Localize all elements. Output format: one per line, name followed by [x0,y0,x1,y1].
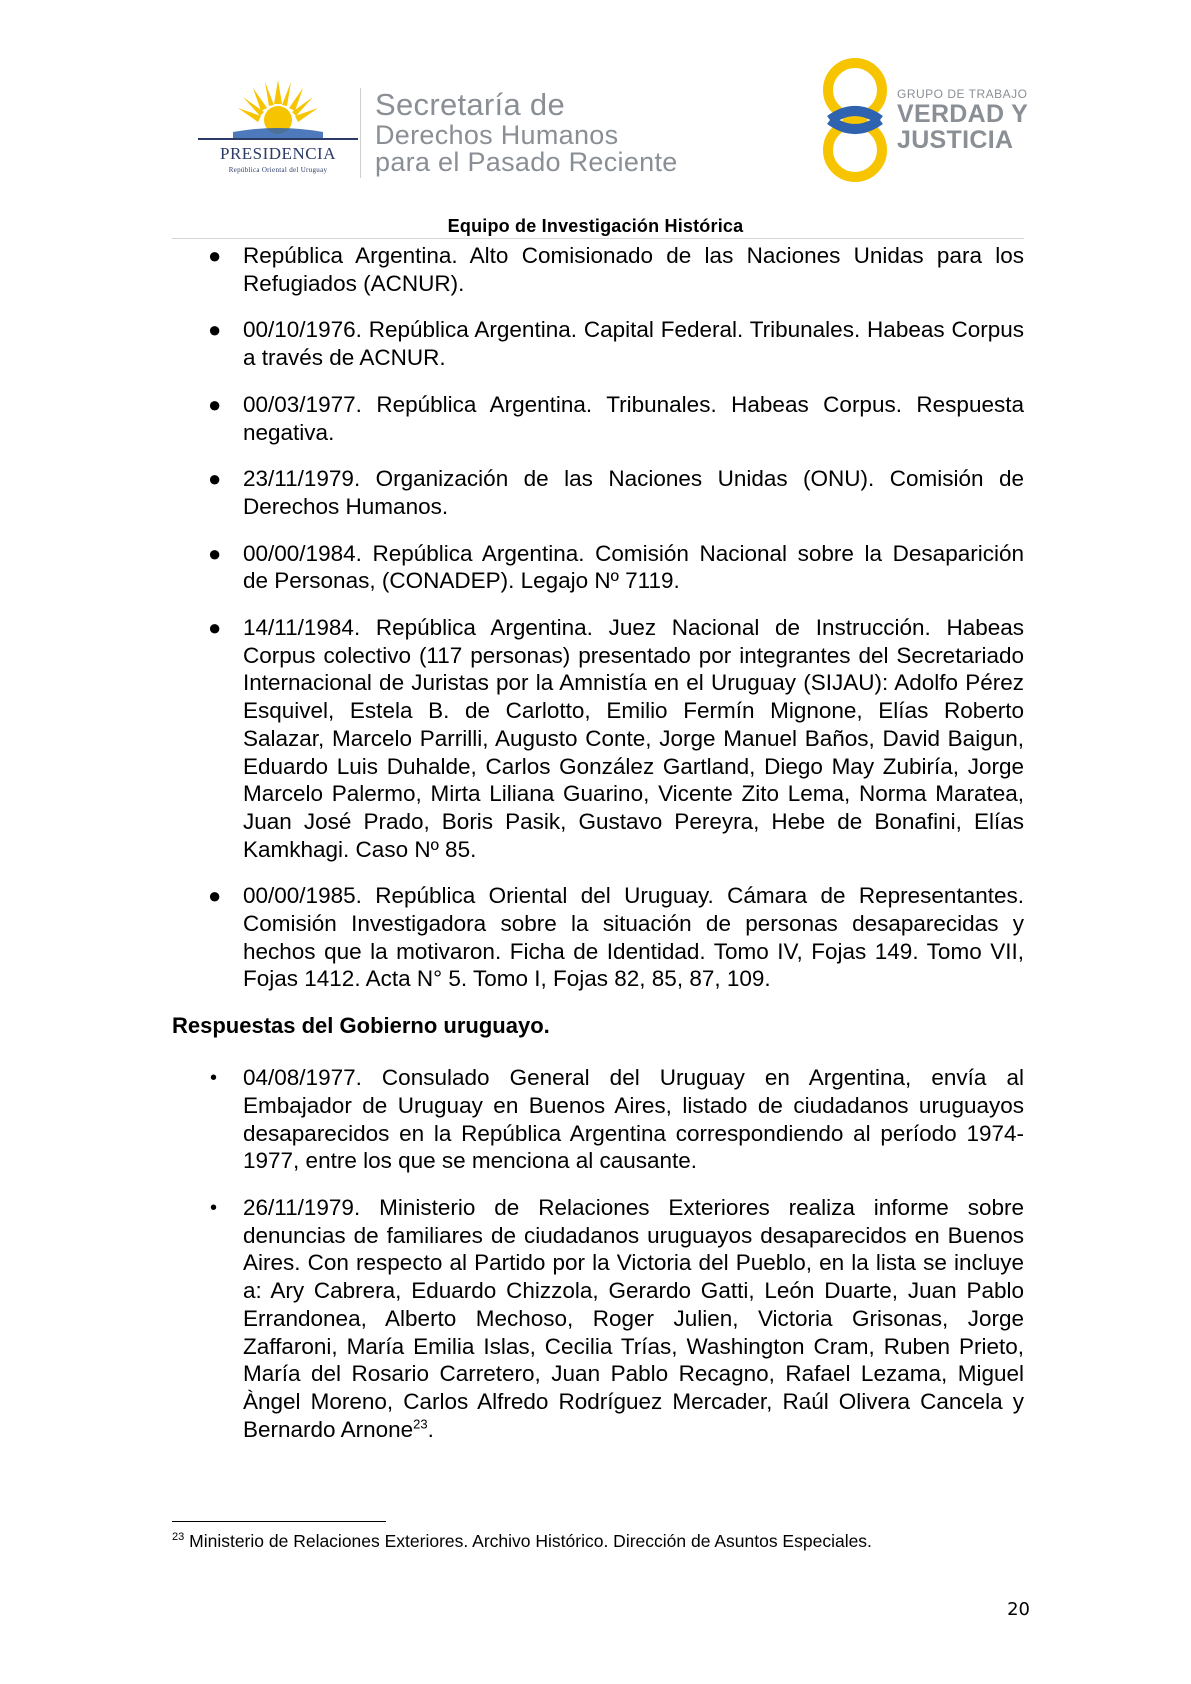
footnote-text: Ministerio de Relaciones Exteriores. Archivo Histórico. Dirección de Asuntos Especiales. [189,1531,872,1551]
list-item [172,316,1024,371]
footnote-reference[interactable]: 23 [413,1416,428,1432]
footnote-number: 23 [172,1531,185,1544]
footnote [172,1530,1032,1552]
bullet-icon: ● [208,317,222,343]
presidencia-subtitle: República Oriental del Uruguay [228,166,328,174]
bullet-icon: ● [208,243,222,268]
list-item-text: 23/11/1979. Organización de las Naciones Unidas (ONU). Comisión de Derechos Humanos. [243,466,1024,519]
grupo-line-2: VERDAD Y [897,100,1029,128]
list-item-text: 00/03/1977. República Argentina. Tribunales. Habeas Corpus. Respuesta negativa. [243,391,1024,445]
list-item [172,540,1024,595]
bullet-icon: ● [208,466,222,492]
bullet-icon: ● [208,540,222,566]
team-title: Equipo de Investigación Histórica [447,216,744,236]
bullet-icon: • [210,1067,218,1090]
list-item [172,1064,1024,1175]
list-item [172,614,1024,863]
response-text: 26/11/1979. Ministerio de Relaciones Exteriores realiza informe sobre denuncias de familiares de ciudadanos uruguayos desaparecidos en Buenos Aires. Con respecto al Partido por la Victoria del Pueblo, en la lista se incluye a: Ary Cabrera, Eduardo Chizzola, Gerardo Gatti, León Duarte, Juan Pablo Errandonea, Alberto Mechoso, Roger Julien, Victoria Grisonas, Jorge Zaffaroni, María Emilia Islas, Cecilia Trías, Washington Cram, Ruben Prieto, María del Rosario Carretero, Juan Pablo Recagno, Rafael Lezama, Miguel Àngel Moreno, Carlos Alfredo Rodríguez Mercader, Raúl Olivera Cancela y Bernardo Arnone [243,1194,1024,1442]
page-content [172,242,1024,1462]
page-header [0,0,1191,236]
list-item [172,465,1024,520]
secretaria-line-1: Secretaría de [375,87,566,122]
list-item-text [243,1194,1024,1443]
secretaria-line-3: para el Pasado Reciente [375,147,678,177]
sentence-period: . [427,1416,434,1442]
list-item-text: 14/11/1984. República Argentina. Juez Nacional de Instrucción. Habeas Corpus colectivo (117 personas) presentado por integrantes del Secretariado Internacional de Juristas por la Amnistía en el Uruguay (SIJAU): Adolfo Pérez Esquivel, Estela B. de Carlotto, Emilio Fermín Mignone, Elías Roberto Salazar, Marcelo Parrilli, Augusto Conte, Jorge Manuel Baños, David Baigun, Eduardo Luis Duhalde, Carlos González Gartland, Diego May Zubiría, Jorge Marcelo Palermo, Mirta Liliana Guarino, Vicente Zito Lema, Norma Maratea, Juan José Prado, Boris Pasik, Gustavo Pereyra, Hebe de Bonafini, Elías Kamkhagi. Caso Nº 85. [243,615,1024,862]
bullet-icon: ● [208,391,222,417]
bullet-icon: • [210,1196,218,1219]
list-item [172,242,1024,297]
presidencia-name: PRESIDENCIA [219,144,336,163]
secretaria-logo-text [375,88,678,176]
grupo-line-1: GRUPO DE TRABAJO [897,87,1028,101]
header-rule [172,238,1024,239]
list-item-text: 00/00/1984. República Argentina. Comisión Nacional sobre la Desaparición de Personas, (CONADEP). Legajo Nº 7119. [243,540,1024,594]
grupo-line-3: JUSTICIA [897,126,1014,154]
secretaria-line-2: Derechos Humanos [375,120,619,150]
verdad-justicia-text [897,87,1028,153]
bullet-icon: ● [208,883,222,909]
list-item [172,882,1024,993]
sun-icon [233,80,323,138]
presidencia-logo [198,80,358,180]
page-number: 20 [1007,1599,1030,1620]
list-item-text: 04/08/1977. Consulado General del Uruguay en Argentina, envía al Embajador de Uruguay en Buenos Aires, listado de ciudadanos uruguayos desaparecidos en la República Argentina correspondiendo al período 1974-1977, entre los que se menciona al causante. [243,1065,1024,1174]
verdad-justicia-logo-icon [820,58,890,182]
footnote-rule [172,1521,386,1522]
list-item [172,1194,1024,1443]
bullet-icon: ● [208,615,222,641]
section-heading: Respuestas del Gobierno uruguayo. [172,1013,550,1039]
list-item [172,391,1024,446]
list-item-text: República Argentina. Alto Comisionado de las Naciones Unidas para los Refugiados (ACNUR). [243,243,1024,296]
presidencia-rule [198,138,358,140]
list-item-text: 00/10/1976. República Argentina. Capital Federal. Tribunales. Habeas Corpus a través de ACNUR. [243,317,1024,371]
header-divider [360,88,361,178]
list-item-text: 00/00/1985. República Oriental del Uruguay. Cámara de Representantes. Comisión Investigadora sobre la situación de personas desaparecidas y hechos que la motivaron. Ficha de Identidad. Tomo IV, Fojas 149. Tomo VII, Fojas 1412. Acta N° 5. Tomo I, Fojas 82, 85, 87, 109. [243,883,1024,992]
records-list [172,242,1024,993]
responses-list [172,1064,1024,1443]
